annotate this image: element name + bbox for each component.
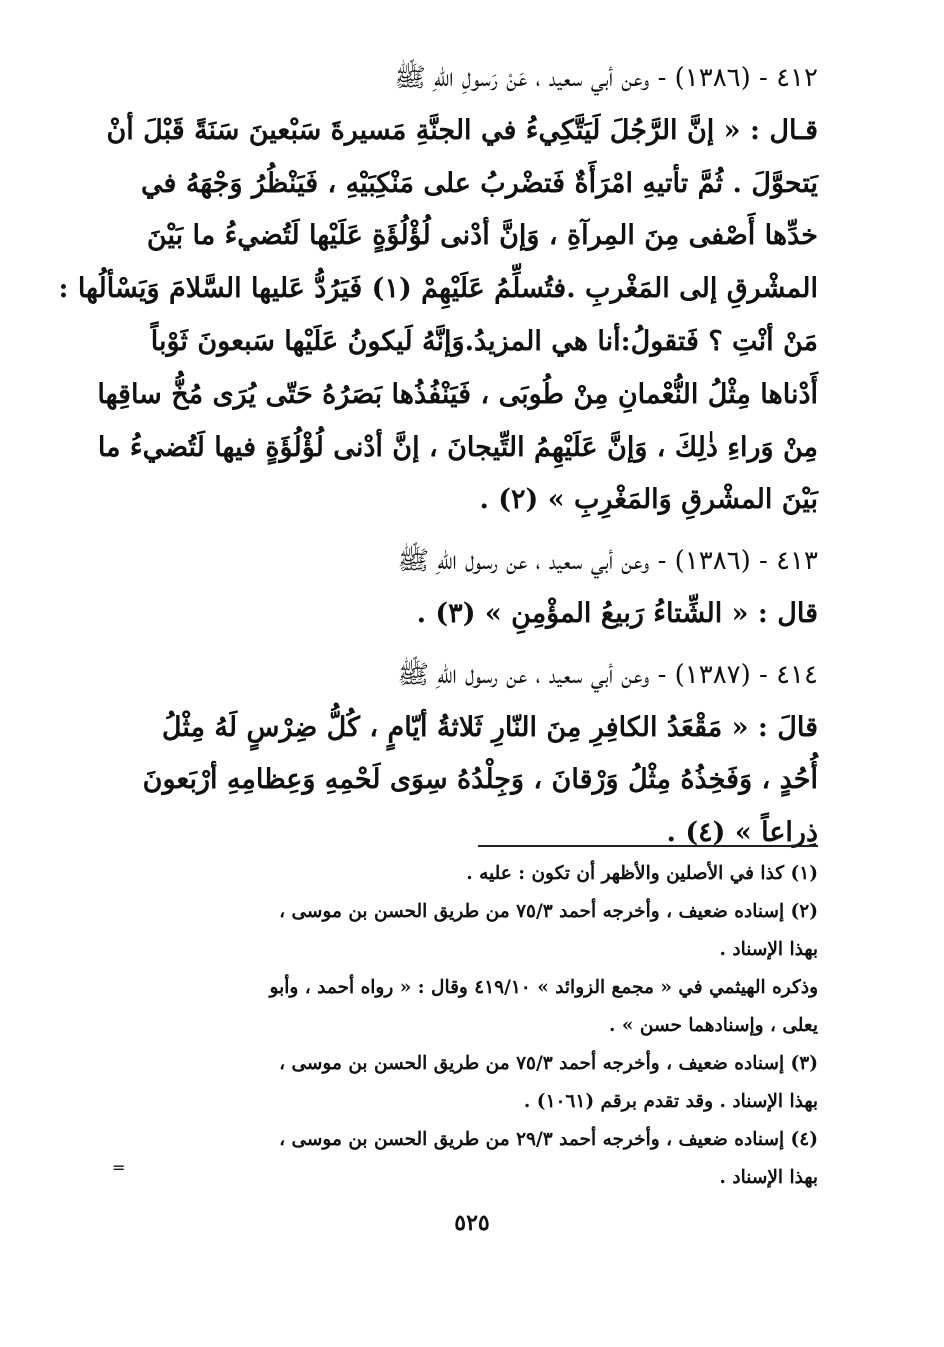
- text-line: أَدْناها مِثْلُ النُّعْمانِ مِنْ طُوبَى ، فَيَنْفُذُها بَصَرُهُ حَتّى يُرَى مُخُّ ساقِها: [97, 378, 818, 410]
- footnote-line: (٢) إسناده ضعيف ، وأخرجه أحمد ٧٥/٣ من طريق الحسن بن موسى ،: [279, 901, 818, 922]
- text-line: أُحُدٍ ، وَفَخِذُهُ مِثْلُ وَرْقانَ ، وَجِلْدُهُ سِوَى لَحْمِهِ وَعِظامِهِ أرْبَعونَ: [142, 764, 818, 796]
- footnote-divider: [478, 845, 818, 847]
- text-line: يَتحوَّلَ . ثُمَّ تأتيهِ امْرَأَةٌ فَتضْربُ على مَنْكِبَيْهِ ، فَيَنْظُرُ وَجْهَهُ في: [141, 167, 818, 199]
- footnote-line: بهذا الإسناد . وقد تقدم برقم (١٠٦١) .: [523, 1091, 818, 1112]
- hadith-header: ٤١٤ - (١٣٨٧) - وعن أبي سعيد ، عن رسول اللّهِ ﷺ: [397, 659, 818, 690]
- page-number: ٥٢٥: [454, 1210, 490, 1236]
- text-line: قال : « الشِّتاءُ رَبيعُ المؤْمِنِ » (٣) .: [416, 597, 818, 629]
- text-line: المشْرقِ إلى المَغْربِ .فتُسلِّمُ عَلَيْهِمْ (١) فَيَرُدُّ عَليها السَّلامَ وَيَسْألُها :: [58, 273, 818, 305]
- text-line: ذِراعاً » (٤) .: [666, 817, 818, 849]
- text-line: مِنْ وَراءِ ذٰلِكَ ، وَإنَّ عَلَيْهِمُ التِّيجانَ ، إنَّ أدْنى لُؤْلُؤَةٍ فيها لَتُضيءُ ما: [97, 431, 818, 463]
- text-line: خدِّها أَصْفى مِنَ المِرآةِ ، وَإنَّ أدْنى لُؤْلُؤَةٍ عَلَيْها لَتُضيءُ ما بَيْنَ: [146, 220, 818, 252]
- main-text: [58, 52, 818, 868]
- footnote-line: وذكره الهيثمي في « مجمع الزوائد » ٤١٩/١٠ وقال : « رواه أحمد ، وأبو: [269, 977, 818, 998]
- hadith-header: ٤١٢ - (١٣٨٦) - وعن أبي سعيد ، عَنْ رَسولِ اللّهِ ﷺ: [394, 63, 818, 93]
- text-line: مَنْ أنْتِ ؟ فَتقولُ:أنا هي المزيدُ.وَإنَّهُ لَيكونُ عَلَيْها سَبعونَ ثَوْباً: [150, 325, 818, 357]
- footnote-line: (٣) إسناده ضعيف ، وأخرجه أحمد ٧٥/٣ من طريق الحسن بن موسى ،: [279, 1053, 818, 1074]
- footnote-line: يعلى ، وإسنادهما حسن » .: [609, 1015, 818, 1036]
- hadith-412: [58, 52, 818, 527]
- continuation-mark: =: [112, 1158, 126, 1177]
- hadith-413: [128, 535, 818, 641]
- text-line: قـال : « إنَّ الرَّجُلَ لَيَتَّكِيءُ في الجنَّةِ مَسيرةَ سَبْعينَ سَنَةً قَبْلَ أنْ: [106, 114, 818, 146]
- text-line: قالَ : « مَقْعَدُ الكافِرِ مِنَ النّارِ ثَلاثةُ أيّامٍ ، كُلُّ ضِرْسٍ لَهُ مِثْلُ: [161, 711, 818, 743]
- footnote-line: (١) كذا في الأصلين والأظهر أن تكون : عليه .: [466, 863, 818, 884]
- hadith-414: [128, 649, 818, 860]
- hadith-header: ٤١٣ - (١٣٨٦) - وعن أبي سعيد ، عن رسول اللّهِ ﷺ: [397, 546, 818, 577]
- footnote-line: بهذا الإسناد .: [719, 939, 818, 960]
- footnote-line: بهذا الإسناد .: [719, 1167, 818, 1188]
- text-line: بَيْنَ المشْرقِ وَالمَغْرِبِ » (٢) .: [479, 484, 818, 516]
- footnote-line: (٤) إسناده ضعيف ، وأخرجه أحمد ٢٩/٣ من طريق الحسن بن موسى ،: [279, 1129, 818, 1150]
- footnotes: [128, 855, 818, 1197]
